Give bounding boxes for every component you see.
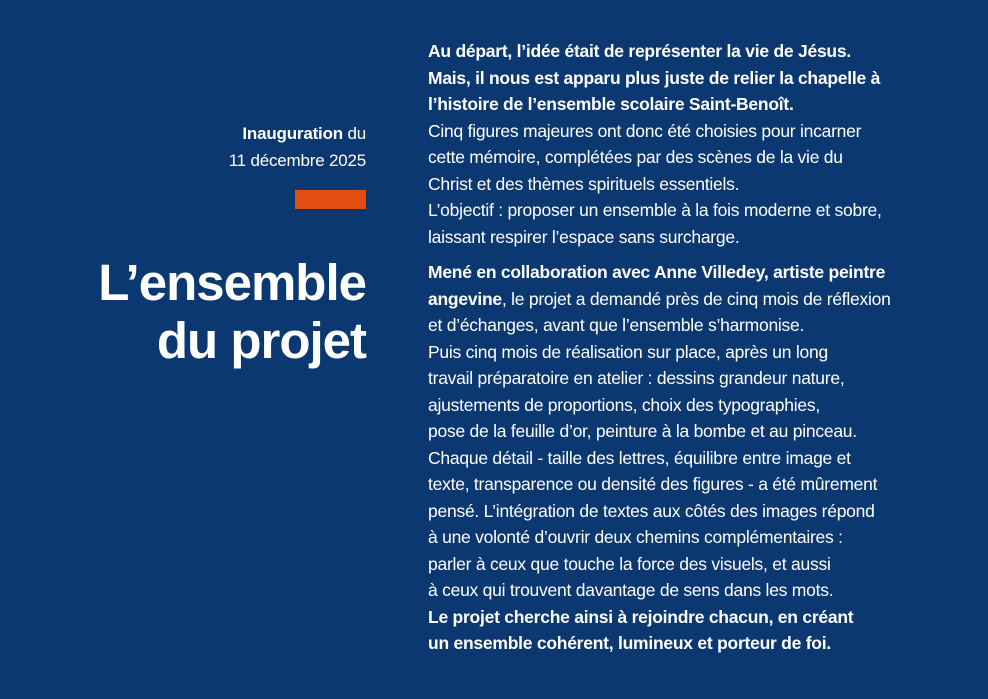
paragraph-line: pose de la feuille d’or, peinture à la bombe et au pinceau.	[428, 421, 857, 441]
inauguration-line	[40, 120, 366, 147]
paragraph-line: Mais, il nous est apparu plus juste de relier la chapelle à	[428, 67, 881, 88]
paragraph-line: Christ et des thèmes spirituels essentiels.	[428, 173, 740, 194]
paragraph-line: pensé. L’intégration de textes aux côtés des images répond	[428, 500, 875, 521]
paragraph-line: ajustements de proportions, choix des typographies,	[428, 394, 820, 415]
paragraph-line: texte, transparence ou densité des figures - a été mûrement	[428, 474, 878, 494]
paragraph-line: à ceux qui trouvent davantage de sens dans les mots.	[428, 580, 834, 600]
page-title	[40, 254, 366, 370]
paragraph-line: L’objectif : proposer un ensemble à la fois moderne et sobre,	[428, 200, 882, 220]
paragraph-line: l’histoire de l’ensemble scolaire Saint-Benoît.	[428, 94, 794, 114]
paragraph-line: parler à ceux que touche la force des visuels, et aussi	[428, 553, 831, 574]
paragraph-line: Cinq figures majeures ont donc été choisies pour incarner	[428, 120, 862, 141]
paragraph-closing-line: Le projet cherche ainsi à rejoindre chacun, en créant	[428, 606, 854, 627]
inauguration-date: 11 décembre 2025	[228, 151, 366, 170]
paragraph-line: et d’échanges, avant que l’ensemble s’harmonise.	[428, 315, 805, 335]
paragraph-line: Mené en collaboration avec Anne Villedey, artiste peintre	[428, 262, 886, 282]
title-line-1: L’ensemble	[98, 254, 366, 311]
inauguration-label: Inauguration	[242, 124, 343, 143]
paragraph-line: travail préparatoire en atelier : dessins grandeur nature,	[428, 368, 845, 388]
paragraph-closing-line: un ensemble cohérent, lumineux et porteur de foi.	[428, 633, 831, 653]
inauguration-caption	[40, 120, 366, 174]
title-line-2: du projet	[156, 312, 366, 369]
inauguration-du: du	[342, 124, 366, 143]
paragraph-intro	[428, 38, 968, 250]
paragraph-line: à une volonté d’ouvrir deux chemins complémentaires :	[428, 527, 843, 547]
paragraph-line: Au départ, l’idée était de représenter la vie de Jésus.	[428, 41, 851, 61]
paragraph-line: laissant respirer l’espace sans surcharge.	[428, 226, 740, 247]
paragraph-line: Chaque détail - taille des lettres, équilibre entre image et	[428, 447, 851, 468]
paragraph-bold-fragment: angevine	[428, 288, 502, 309]
paragraph-line: Puis cinq mois de réalisation sur place, après un long	[428, 341, 828, 362]
paragraph-line: cette mémoire, complétées par des scènes de la vie du	[428, 147, 843, 167]
paragraph-project	[428, 259, 968, 657]
paragraph-fragment: , le projet a demandé près de cinq mois de réflexion	[501, 288, 891, 309]
accent-bar	[295, 190, 366, 209]
paragraph-line	[428, 286, 968, 313]
